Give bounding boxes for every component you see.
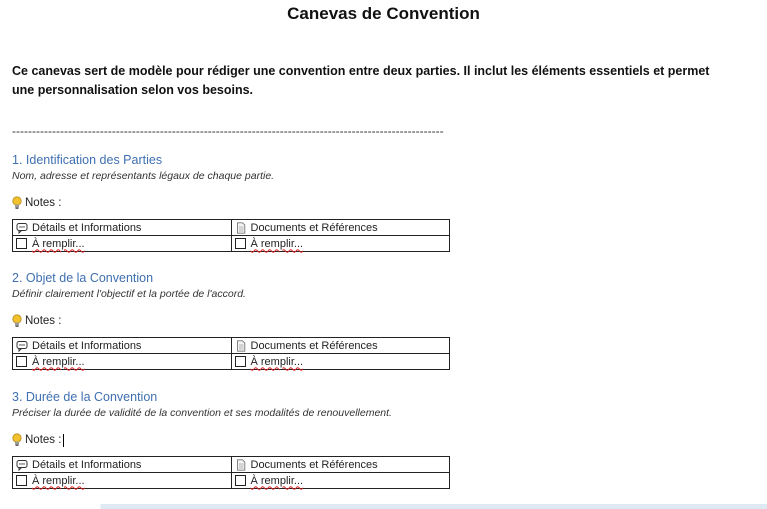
details-header: Détails et Informations [32, 339, 142, 352]
lightbulb-icon [12, 196, 22, 210]
section-objet [12, 270, 512, 370]
placeholder-text[interactable]: À remplir... [32, 355, 85, 368]
lightbulb-icon [12, 433, 22, 447]
checkbox-icon[interactable] [235, 238, 246, 249]
placeholder-text[interactable]: À remplir... [32, 474, 85, 487]
document-title: Canevas de Convention [287, 4, 480, 23]
checkbox-icon[interactable] [235, 475, 246, 486]
table-cell[interactable] [13, 354, 232, 370]
placeholder-text[interactable]: À remplir... [250, 237, 304, 250]
details-header: Détails et Informations [32, 221, 142, 234]
document-icon [235, 340, 247, 352]
intro-paragraph: Ce canevas sert de modèle pour rédiger une convention entre deux parties. Il inclut les éléments essentiels et permet une personnalisation selon vos besoins. [12, 64, 710, 97]
placeholder-text[interactable]: À remplir... [250, 474, 304, 487]
notes-line[interactable] [12, 433, 512, 447]
section-heading: 1. Identification des Parties [12, 153, 163, 167]
speech-bubble-icon [16, 340, 28, 352]
speech-bubble-icon [16, 459, 28, 471]
lightbulb-icon [12, 314, 22, 328]
checkbox-icon[interactable] [235, 356, 246, 367]
notes-line[interactable] [12, 314, 512, 328]
details-header: Détails et Informations [32, 458, 142, 471]
table-cell[interactable] [13, 473, 232, 489]
table-header-cell [231, 220, 450, 236]
table-header-cell [231, 338, 450, 354]
page-bottom-edge [0, 504, 767, 509]
speech-bubble-icon [16, 222, 28, 234]
notes-label: Notes : [25, 315, 62, 327]
info-table [12, 219, 450, 252]
document-icon [235, 222, 247, 234]
checkbox-icon[interactable] [16, 238, 27, 249]
table-cell[interactable] [231, 473, 450, 489]
documents-header: Documents et Références [250, 339, 378, 352]
table-cell[interactable] [231, 236, 450, 252]
divider-line: ------------------------------------------------------------------------------------------------------------ [12, 124, 444, 138]
notes-line[interactable] [12, 196, 512, 210]
section-description: Nom, adresse et représentants légaux de chaque partie. [12, 170, 275, 182]
documents-header: Documents et Références [250, 458, 378, 471]
placeholder-text[interactable]: À remplir... [250, 355, 304, 368]
notes-label: Notes : [25, 197, 62, 209]
table-header-cell [13, 457, 232, 473]
document-icon [235, 459, 247, 471]
table-cell[interactable] [13, 236, 232, 252]
documents-header: Documents et Références [250, 221, 378, 234]
table-header-cell [13, 338, 232, 354]
table-cell[interactable] [231, 354, 450, 370]
section-heading: 2. Objet de la Convention [12, 271, 154, 285]
section-description: Définir clairement l'objectif et la portée de l'accord. [12, 288, 246, 300]
checkbox-icon[interactable] [16, 475, 27, 486]
checkbox-icon[interactable] [16, 356, 27, 367]
section-duree [12, 389, 512, 489]
section-heading: 3. Durée de la Convention [12, 390, 158, 404]
section-description: Préciser la durée de validité de la convention et ses modalités de renouvellement. [12, 407, 392, 419]
section-identification [12, 152, 512, 252]
text-cursor [63, 434, 64, 447]
notes-label: Notes : [25, 434, 62, 446]
info-table [12, 337, 450, 370]
table-header-cell [231, 457, 450, 473]
table-header-cell [13, 220, 232, 236]
info-table [12, 456, 450, 489]
placeholder-text[interactable]: À remplir... [32, 237, 85, 250]
